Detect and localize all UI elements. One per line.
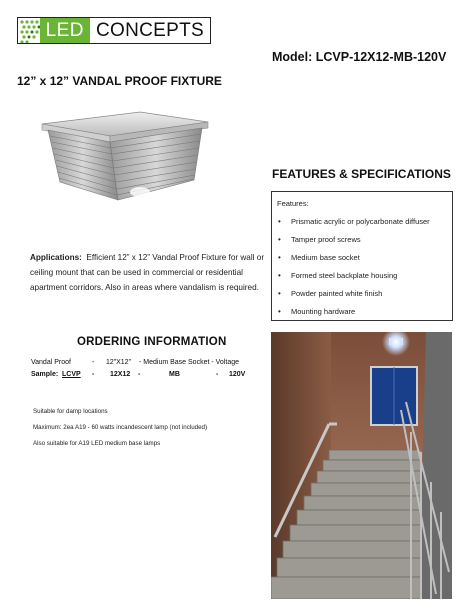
note-damp: Suitable for damp locations <box>33 408 108 415</box>
features-box <box>271 191 453 321</box>
logo-dots-icon <box>18 18 40 43</box>
fixture-image <box>30 108 215 208</box>
sample-base: MB <box>169 371 180 378</box>
applications-label: Applications: <box>30 253 82 262</box>
features-label: Features: <box>277 199 309 208</box>
sample-voltage: 120V <box>229 371 246 378</box>
features-list <box>278 216 430 324</box>
company-logo <box>17 17 211 44</box>
sample-dash2: - <box>138 371 141 378</box>
model-number: Model: LCVP-12X12-MB-120V <box>272 50 447 64</box>
sample-size: 12X12 <box>110 371 131 378</box>
sample-label: Sample: <box>31 371 59 378</box>
feature-item: • Mounting hardware <box>278 306 430 324</box>
sample-dash3: - <box>216 371 219 378</box>
feature-item: • Prismatic acrylic or polycarbonate diffuser <box>278 216 430 234</box>
note-max-lamp: Maximum: 2ea A19 - 60 watts incandescent lamp (not included) <box>33 424 208 431</box>
feature-item: • Medium base socket <box>278 252 430 270</box>
features-title: FEATURES & SPECIFICATIONS <box>272 167 451 181</box>
order-c2: - <box>92 359 95 366</box>
ordering-title: ORDERING INFORMATION <box>77 336 227 348</box>
sample-dash1: - <box>92 371 95 378</box>
order-c4: - Medium Base Socket - Voltage <box>139 359 239 366</box>
applications-paragraph <box>30 250 265 295</box>
feature-item: • Powder painted white finish <box>278 288 430 306</box>
feature-item: • Tamper proof screws <box>278 234 430 252</box>
applications-text: Efficient 12” x 12” Vandal Proof Fixture for wall or ceiling mount that can be used in commercial or residential apartment corridors. Also in areas where vandalism is required. <box>30 253 265 292</box>
feature-item: • Formed steel backplate housing <box>278 270 430 288</box>
order-c1: Vandal Proof <box>31 359 71 366</box>
logo-concepts-text: CONCEPTS <box>96 19 204 41</box>
stairwell-photo <box>271 332 452 599</box>
order-c3: 12”X12” <box>106 359 131 366</box>
note-led: Also suitable for A19 LED medium base lamps <box>33 440 161 447</box>
product-title: 12” x 12” VANDAL PROOF FIXTURE <box>17 74 222 88</box>
logo-led-text: LED <box>40 18 90 43</box>
sample-lcvp: LCVP <box>62 371 81 378</box>
